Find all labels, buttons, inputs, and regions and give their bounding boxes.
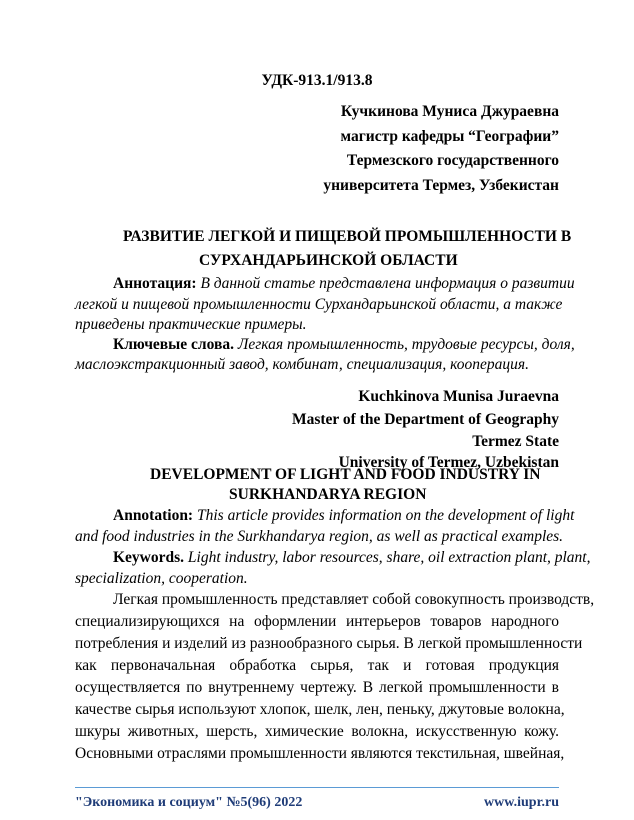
body-line-2: специализирующихся на оформлении интерьеров товаров народного <box>75 613 559 630</box>
udk-code: УДК-913.1/913.8 <box>261 72 373 89</box>
abstract-en-label: Annotation: <box>113 507 194 524</box>
body-line-3: потребления и изделий из разнообразного сырья. В легкой промышленности <box>75 635 583 652</box>
author-position-ru: магистр кафедры “Географии” <box>340 128 559 145</box>
author-name-en: Kuchkinova Munisa Juraevna <box>358 388 559 405</box>
abstract-ru-label: Аннотация: <box>113 275 197 292</box>
body-line-8: Основными отраслями промышленности являются текстильная, швейная, <box>75 745 565 762</box>
keywords-en-line-2: specialization, cooperation. <box>75 570 248 587</box>
abstract-en-text-1: This article provides information on the development of light <box>196 507 575 524</box>
keywords-en-label: Keywords. <box>113 549 185 566</box>
author-affiliation-en-2: University of Termez, Uzbekistan <box>338 454 559 471</box>
author-position-en: Master of the Department of Geography <box>291 411 559 428</box>
body-line-7: шкуры животных, шерсть, химические волокна, искусственную кожу. <box>75 723 559 740</box>
title-ru-line-1: РАЗВИТИЕ ЛЕГКОЙ И ПИЩЕВОЙ ПРОМЫШЛЕННОСТИ В <box>123 228 572 245</box>
title-en-line-1: DEVELOPMENT OF LIGHT AND FOOD INDUSTRY IN <box>150 466 541 483</box>
abstract-ru-text-1: В данной статье представлена информация о развитии <box>200 275 575 292</box>
author-name-ru: Кучкинова Муниса Джураевна <box>340 103 559 120</box>
keywords-ru-line-1 <box>113 335 575 354</box>
abstract-ru-line-3: приведены практические примеры. <box>75 316 307 333</box>
abstract-en-line-1 <box>113 506 575 525</box>
keywords-ru-text-1: Легкая промышленность, трудовые ресурсы, доля, <box>237 336 575 353</box>
title-ru-line-2: СУРХАНДАРЬИНСКОЙ ОБЛАСТИ <box>199 252 458 269</box>
body-line-1: Легкая промышленность представляет собой совокупность производств, <box>113 591 595 608</box>
body-line-6: качестве сырья используют хлопок, шелк, лен, пеньку, джутовые волокна, <box>75 701 565 718</box>
author-affiliation-ru-2: университета Термез, Узбекистан <box>323 177 559 194</box>
abstract-ru-line-1 <box>113 274 575 293</box>
footer-site: www.iupr.ru <box>484 795 559 810</box>
author-affiliation-en-1: Termez State <box>472 433 559 450</box>
title-en-line-2: SURKHANDARYA REGION <box>229 486 427 503</box>
keywords-ru-label: Ключевые слова. <box>113 336 234 353</box>
body-line-4: как первоначальная обработка сырья, так и готовая продукция <box>75 657 559 674</box>
author-affiliation-ru-1: Термезского государственного <box>346 152 559 169</box>
keywords-en-line-1 <box>113 548 591 567</box>
footer-journal: "Экономика и социум" №5(96) 2022 <box>75 795 303 810</box>
abstract-en-line-2: and food industries in the Surkhandarya region, as well as practical examples. <box>75 528 564 545</box>
abstract-ru-line-2: легкой и пищевой промышленности Сурхандарьинской области, а также <box>75 296 563 313</box>
keywords-ru-line-2: маслоэкстракционный завод, комбинат, специализация, кооперация. <box>75 356 529 373</box>
body-line-5: осуществляется по внутреннему чертежу. В легкой промышленности в <box>75 679 559 696</box>
footer-divider <box>75 787 559 788</box>
keywords-en-text-1: Light industry, labor resources, share, oil extraction plant, plant, <box>187 549 591 566</box>
